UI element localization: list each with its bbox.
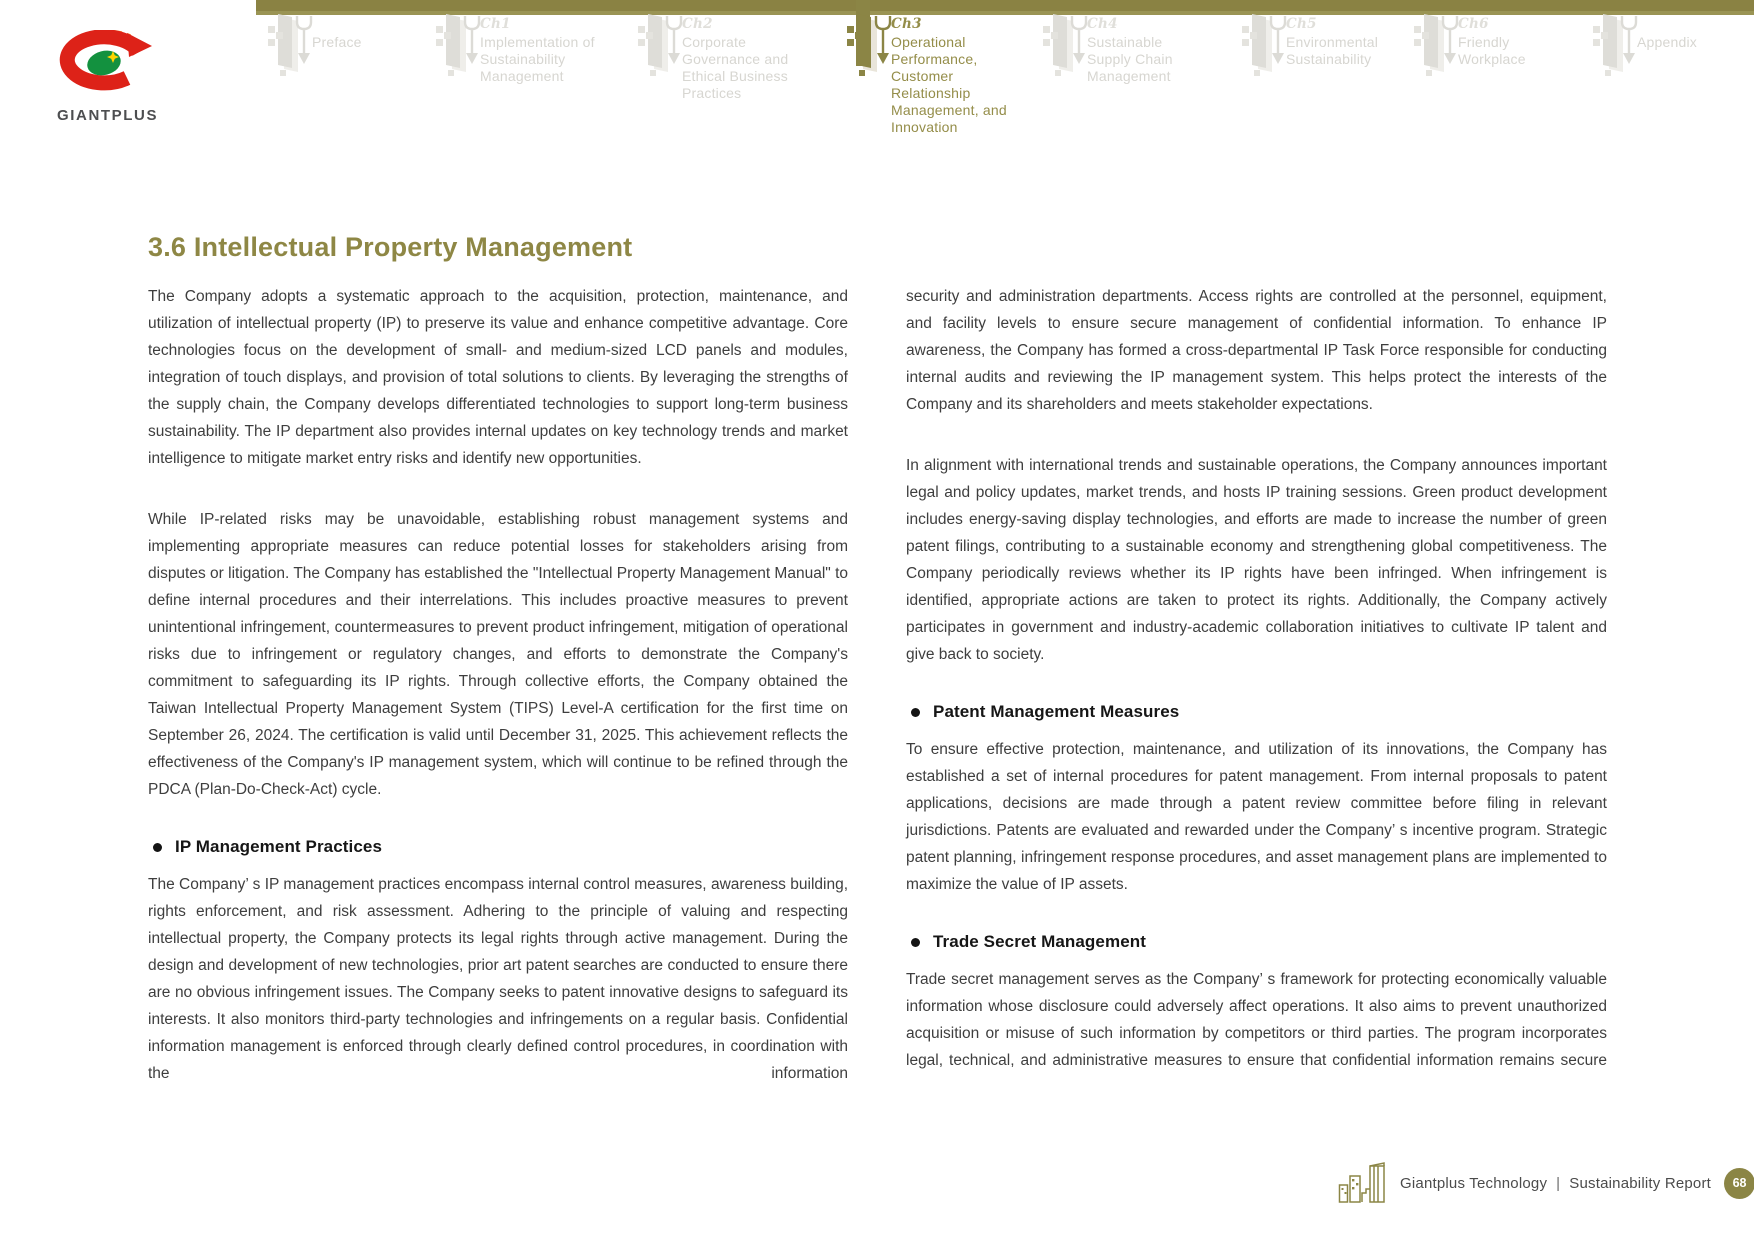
paragraph: While IP-related risks may be unavoidable, establishing robust management systems and implementing appropriate measures can reduce potential losses for stakeholders arising from disputes or litigation. The Company has established the "Intellectual Property Management Manual" to define internal procedures and their interrelations. This includes proactive measures to prevent unintentional infringement, countermeasures to prevent product infringement, mitigation of operational risks due to infringement or regulatory changes, and efforts to demonstrate the Company's commitment to safeguarding its IP rights. Through collective efforts, the Company obtained the Taiwan Intellectual Property Management System (TIPS) Level-A certification for the first time on September 26, 2024. The certification is valid until December 31, 2025. This achievement reflects the effectiveness of the Company's IP management system, which will continue to be refined through the PDCA (Plan-Do-Check-Act) cycle.: [148, 511, 849, 798]
nav-chapter-number: Ch4: [1087, 16, 1118, 32]
nav-item-ch4[interactable]: [1041, 10, 1192, 100]
paragraph: To ensure effective protection, maintenance, and utilization of its innovations, the Company has established a set of internal procedures for patent management. From internal proposals to patent applications, decisions are made through a patent review committee before filing in relevant jurisdictions. Patents are evaluated and rewarded under the Company’ s incentive program. Strategic patent planning, infringement response procedures, and asset management plans are implemented to maximize the value of IP assets.: [906, 741, 1607, 893]
brand-logo-text: GIANTPLUS: [57, 107, 159, 124]
paragraph: In alignment with international trends and sustainable operations, the Company announces important legal and policy updates, market trends, and hosts IP training sessions. Green product development includes energy-saving display technologies, and efforts are made to increase the number of green patent filings, contributing to a sustainable economy and strengthening global competitiveness. The Company periodically reviews whether its IP rights have been infringed. When infringement is identified, appropriate actions are taken to protect its rights. Additionally, the Company actively participates in government and industry-academic collaboration initiatives to cultivate IP talent and give back to society.: [906, 457, 1607, 663]
nav-item-label: Preface: [312, 34, 362, 50]
right-column: [906, 283, 1607, 1108]
nav-item-ch6[interactable]: [1412, 10, 1548, 100]
paragraph: Trade secret management serves as the Company’ s framework for protecting economically valuable information whose disclosure could adversely affect operations. It also aims to prevent unauthorized acquisition or misuse of such information by competitors or third parties. The program incorporates legal, technical, and administrative measures to ensure that confidential information remains secure: [906, 971, 1607, 1069]
down-arrow-icon: [1439, 14, 1461, 66]
page-number-badge: 68: [1724, 1168, 1754, 1199]
nav-item-label: Appendix: [1637, 34, 1697, 50]
skyline-icon: [1338, 1162, 1390, 1204]
down-arrow-icon: [1068, 14, 1090, 66]
down-arrow-icon: [1267, 14, 1289, 66]
giantplus-logo-icon: [57, 30, 157, 94]
nav-item-ch5[interactable]: [1240, 10, 1398, 100]
footer-company: Giantplus Technology: [1400, 1174, 1548, 1192]
nav-chapter-number: Ch6: [1458, 16, 1489, 32]
down-arrow-icon: [872, 14, 894, 66]
nav-item-appendix[interactable]: [1591, 10, 1697, 100]
nav-item-label: Implementation of Sustainability Management: [480, 34, 595, 84]
nav-chapter-number: Ch5: [1286, 16, 1317, 32]
nav-item-label: Sustainable Supply Chain Management: [1087, 34, 1173, 84]
down-arrow-icon: [1618, 14, 1640, 66]
section-heading: IP Management Practices: [148, 837, 848, 857]
nav-item-label: Corporate Governance and Ethical Business Practices: [682, 34, 789, 101]
nav-item-label: Friendly Workplace: [1458, 34, 1526, 67]
page-footer: [1338, 1162, 1747, 1204]
paragraph: The Company’ s IP management practices encompass internal control measures, awareness building, rights enforcement, and risk assessment. Adhering to the principle of valuing and respecting intellectual property, the Company protects its legal rights through active management. During the design and development of new technologies, prior art patent searches are conducted to ensure there are no obvious infringement issues. The Company seeks to patent innovative designs to safeguard its interests. It also monitors third-party technologies and infringements on a regular basis. Confidential information management is enforced through clearly defined control procedures, in coordination with the information: [148, 876, 848, 1082]
left-column: [148, 283, 848, 1121]
bullet-icon: [911, 708, 920, 717]
nav-item-label: Operational Performance, Customer Relationship Management, and Innovation: [891, 34, 1007, 135]
down-arrow-icon: [663, 14, 685, 66]
nav-chapter-number: Ch2: [682, 16, 713, 32]
footer-report-title: [1400, 1175, 1711, 1192]
nav-chapter-number: Ch3: [891, 16, 922, 32]
nav-item-ch2[interactable]: [636, 10, 800, 102]
nav-item-preface[interactable]: [266, 10, 362, 100]
page-title: 3.6 Intellectual Property Management: [148, 232, 633, 262]
down-arrow-icon: [293, 14, 315, 66]
section-heading: Trade Secret Management: [906, 932, 1607, 952]
nav-chapter-number: [312, 16, 362, 34]
footer-separator: |: [1556, 1174, 1561, 1192]
nav-item-label: Environmental Sustainability: [1286, 34, 1379, 67]
paragraph: The Company adopts a systematic approach to the acquisition, protection, maintenance, and utilization of intellectual property (IP) to preserve its value and enhance competitive advantage. Core technologies focus on the development of small- and medium-sized LCD panels and modules, integration of touch displays, and provision of total solutions to clients. By leveraging the strengths of the supply chain, the Company develops differentiated technologies to support long-term business sustainability. The IP department also provides internal updates on key technology trends and market intelligence to mitigate market entry risks and identify new opportunities.: [148, 288, 848, 467]
nav-chapter-number: [1637, 16, 1697, 34]
bullet-icon: [153, 843, 162, 852]
section-heading: Patent Management Measures: [906, 702, 1607, 722]
nav-chapter-number: Ch1: [480, 16, 511, 32]
down-arrow-icon: [461, 14, 483, 66]
nav-item-ch1[interactable]: [434, 10, 598, 100]
bullet-icon: [911, 938, 920, 947]
paragraph: security and administration departments. Access rights are controlled at the personnel, equipment, and facility levels to ensure secure management of confidential information. To enhance IP awareness, the Company has formed a cross-departmental IP Task Force responsible for conducting internal audits and reviewing the IP management system. This helps protect the interests of the Company and its shareholders and meets stakeholder expectations.: [906, 288, 1607, 413]
brand-logo: [57, 30, 157, 124]
footer-report: Sustainability Report: [1569, 1174, 1712, 1192]
nav-item-ch3[interactable]: [845, 10, 1019, 136]
